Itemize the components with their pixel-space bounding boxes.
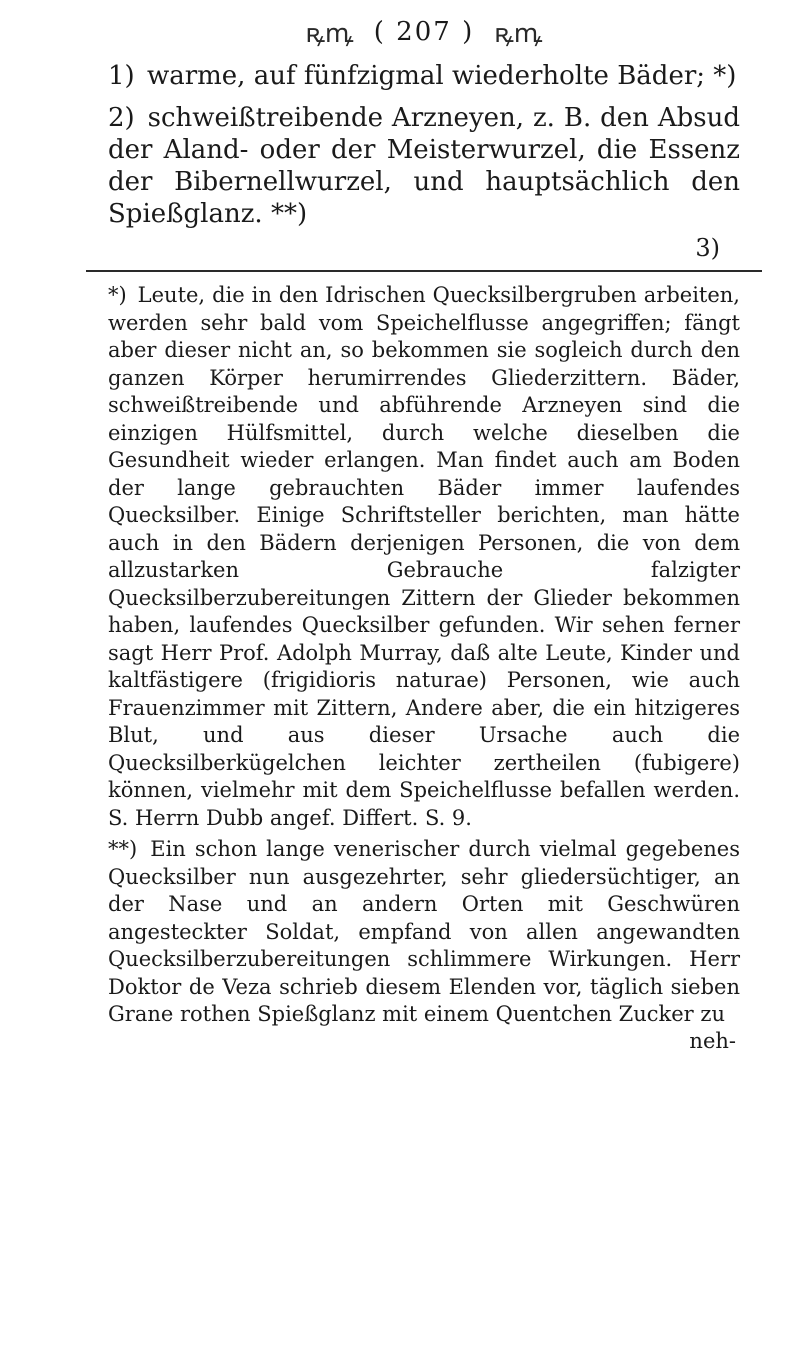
page-number: ( 207 ) xyxy=(373,17,475,47)
item-number: 2) xyxy=(108,103,135,133)
left-ornament: ꝶꝳ xyxy=(305,19,354,49)
right-ornament: ꝶꝳ xyxy=(494,19,543,49)
footnote-1 xyxy=(108,282,740,832)
catchword: neh- xyxy=(689,1028,736,1053)
footnote-divider xyxy=(86,270,762,272)
footnote-marker: *) xyxy=(108,283,127,307)
footnote-2 xyxy=(108,836,740,1029)
footnote-text: Ein schon lange venerischer durch vielmal gegebenes Quecksilber nun ausgezehrter, sehr gliedersüchtiger, an der Nase und an andern Orten mit Geschwüren angesteckter Soldat, empfand von allen angewandten Quecksilberzubereitungen schlimmere Wirkungen. Herr Doktor de Veza schrieb diesem Elenden vor, täglich sieben Grane rothen Spießglanz mit einem Quentchen Zucker zu xyxy=(108,837,740,1026)
footnote-marker: **) xyxy=(108,837,138,861)
running-header xyxy=(108,0,740,50)
item-text: warme, auf fünfzigmal wiederholte Bäder; *) xyxy=(146,61,737,91)
signature-mark: 3) xyxy=(695,234,720,262)
footnote-text: Leute, die in den Idrischen Quecksilbergruben arbeiten, werden sehr bald vom Speichelflusse angegriffen; fängt aber dieser nicht an, so bekommen sie sogleich durch den ganzen Körper herumirrendes Gliederzittern. Bäder, schweißtreibende und abführende Arzneyen sind die einzigen Hülfsmittel, durch welche dieselben die Gesundheit wieder erlangen. Man findet auch am Boden der lange gebrauchten Bäder immer laufendes Quecksilber. Einige Schriftsteller berichten, man hätte auch in den Bädern derjenigen Personen, die von dem allzustarken Gebrauche falzigter Quecksilberzubereitungen Zittern der Glieder bekommen haben, laufendes Quecksilber gefunden. Wir sehen ferner sagt Herr Prof. Adolph Murray, daß alte Leute, Kinder und kaltfästigere (frigidioris naturae) Personen, wie auch Frauenzimmer mit Zittern, Andere aber, die ein hitzigeres Blut, und aus dieser Ursache auch die Quecksilberkügelchen leichter zertheilen (fubigere) können, vielmehr mit dem Speichelflusse befallen werden. S. Herrn Dubb angef. Differt. S. 9. xyxy=(108,283,740,830)
list-item-2 xyxy=(108,102,740,230)
item-number: 1) xyxy=(108,61,135,91)
item-text: schweißtreibende Arzneyen, z. B. den Absud der Aland- oder der Meisterwurzel, die Essenz der Bibernellwurzel, und hauptsächlich den Spießglanz. **) xyxy=(108,103,741,229)
list-item-1 xyxy=(108,60,740,92)
